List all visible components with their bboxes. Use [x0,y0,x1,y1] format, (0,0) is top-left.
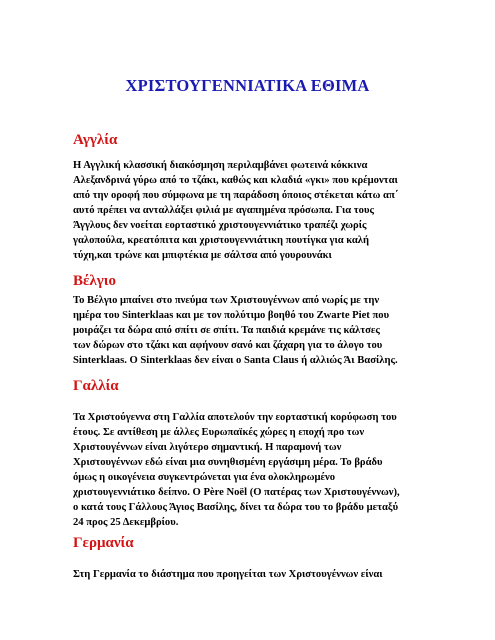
paragraph-line: Άγγλους δεν νοείται εορταστικό χριστουγεννιάτικο τραπέζι χωρίς [73,220,367,231]
paragraph-line: ημέρα του Sinterklaas και με τον πολύτιμο βοηθό του Zwarte Piet που [73,310,390,321]
paragraph-line: 24 προς 25 Δεκεμβρίου. [73,517,179,528]
paragraph-line: Αλεξανδρινά γύρω από το τζάκι, καθώς και κλαδιά «γκι» που κρέμονται [73,175,398,186]
paragraph-line: Χριστουγέννων είναι λιγότερο σημαντική. Η παραμονή των [73,442,342,453]
paragraph-line: Sinterklaas. O Sinterklaas δεν είναι ο Santa Claus ή αλλιώς Άι Βασίλης. [73,355,398,366]
section-paragraph-germany [73,567,433,582]
paragraph-line: μοιράζει τα δώρα από σπίτι σε σπίτι. Τα παιδιά κρεμάνε τις κάλτσες [73,325,380,336]
paragraph-line: γαλοπούλα, κρεατόπιτα και χριστουγεννιάτικη πουτίγκα για καλή [73,235,370,246]
paragraph-line: χριστουγεννιάτικο δείπνο. Ο Père Noël (Ο πατέρας των Χριστουγέννων), [73,487,400,498]
paragraph-line: Το Βέλγιο μπαίνει στο πνεύμα των Χριστουγέννων από νωρίς με την [73,295,380,306]
document-title: ΧΡΙΣΤΟΥΓΕΝΝΙΑΤΙΚΑ ΕΘΙΜΑ [125,76,370,95]
paragraph-line: ο κατά τους Γάλλους Άγιος Βασίλης, δίνει τα δώρα του το βράδυ μεταξύ [73,502,399,513]
section-paragraph-france [73,410,433,530]
paragraph-line: αυτό πρέπει να ανταλλάξει φιλιά με αγαπημένα πρόσωπα. Για τους [73,205,374,216]
paragraph-line: τύχη,και τρώνε και μπιφτέκια με σάλτσα από γουρουνάκι [73,250,332,261]
paragraph-line: Στη Γερμανία το διάστημα που προηγείται των Χριστουγέννων είναι [73,569,383,580]
paragraph-line: Τα Χριστούγεννα στη Γαλλία αποτελούν την εορταστική κορύφωση του [73,412,397,423]
paragraph-line: από την οροφή που σύμφωνα με τη παράδοση όποιος στέκεται κάτω απ΄ [73,190,399,201]
paragraph-line: Χριστουγέννων εδώ είναι μια συνηθισμένη εργάσιμη μέρα. Το βράδυ [73,457,383,468]
section-heading-england: Αγγλία [73,132,118,148]
section-heading-germany: Γερμανία [73,535,134,551]
section-paragraph-belgium [73,293,433,368]
section-heading-belgium: Βέλγιο [73,273,116,289]
section-paragraph-england [73,158,433,263]
paragraph-line: των δώρων στο τζάκι και αφήνουν σανό και ζάχαρη για το άλογο του [73,340,383,351]
section-heading-france: Γαλλία [73,378,119,394]
paragraph-line: έτους. Σε αντίθεση με άλλες Ευρωπαϊκές χώρες η εποχή προ των [73,427,365,438]
paragraph-line: Η Αγγλική κλασσική διακόσμηση περιλαμβάνει φωτεινά κόκκινα [73,160,368,171]
paragraph-line: όμως η οικογένεια συγκεντρώνεται για ένα ολοκληρωμένο [73,472,336,483]
